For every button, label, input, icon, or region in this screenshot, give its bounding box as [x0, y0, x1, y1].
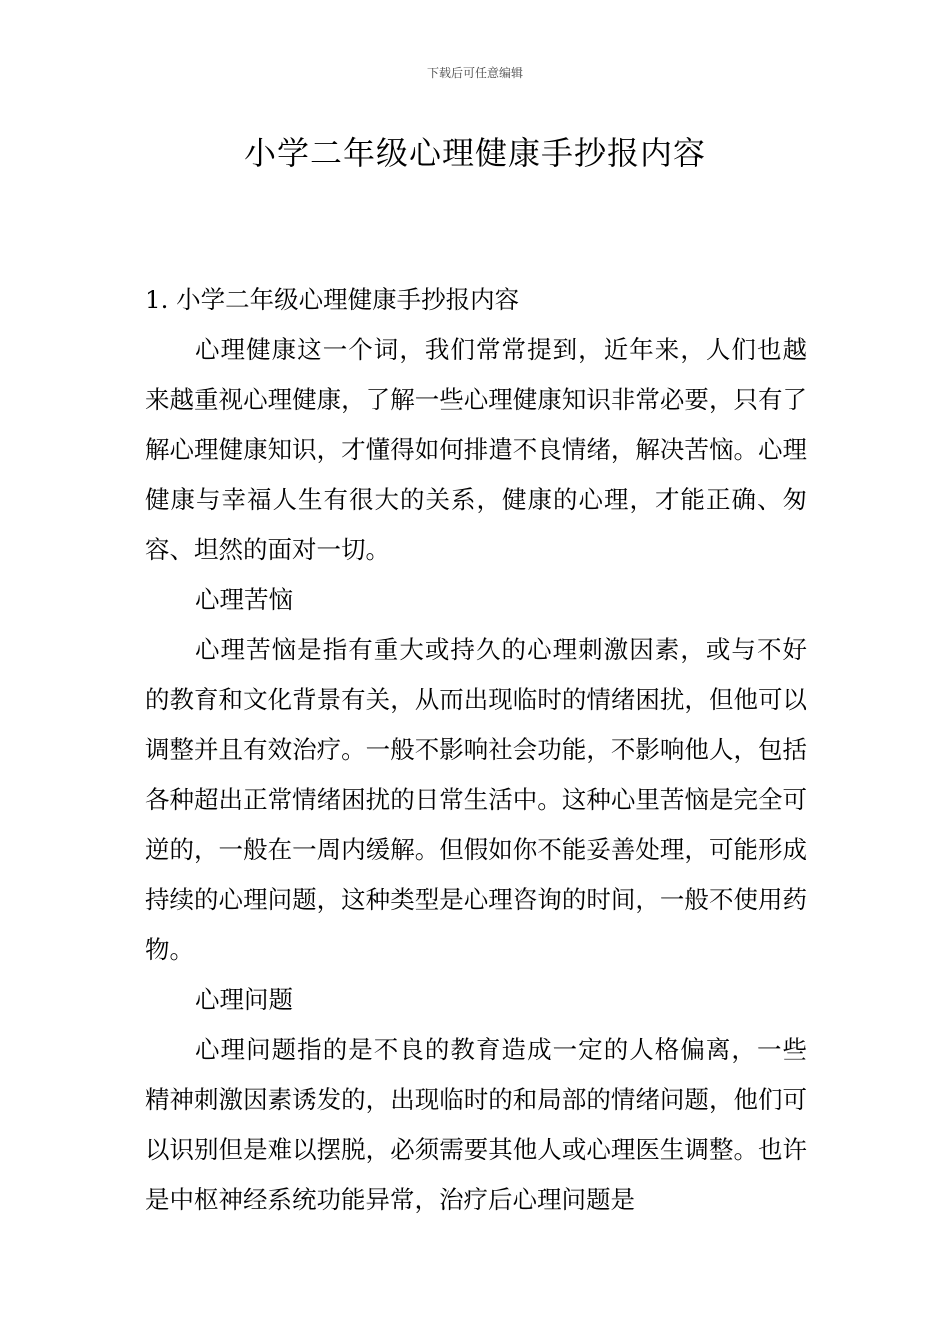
- subheading-psychological-distress: 心理苦恼: [195, 585, 293, 614]
- paragraph-psychological-distress: 心理苦恼是指有重大或持久的心理刺激因素，或与不好的教育和文化背景有关，从而出现临时的情绪困扰，但他可以调整并且有效治疗。一般不影响社会功能，不影响他人，包括各种超出正常情绪困扰的日常生活中。这种心里苦恼是完全可逆的，一般在一周内缓解。但假如你不能妥善处理，可能形成持续的心理问题，这种类型是心理咨询的时间，一般不使用药物。: [145, 635, 807, 964]
- paragraph-intro: 心理健康这一个词，我们常常提到，近年来，人们也越来越重视心理健康，了解一些心理健康知识非常必要，只有了解心理健康知识，才懂得如何排遣不良情绪，解决苦恼。心理健康与幸福人生有很大的关系，健康的心理，才能正确、匆容、坦然的面对一切。: [145, 335, 807, 564]
- document-title: 小学二年级心理健康手抄报内容: [243, 134, 706, 172]
- paragraph-psychological-problems: 心理问题指的是不良的教育造成一定的人格偏离，一些精神刺激因素诱发的，出现临时的和局部的情绪问题，他们可以识别但是难以摆脱，必须需要其他人或心理医生调整。也许是中枢神经系统功能异常，治疗后心理问题是: [145, 1035, 807, 1214]
- section-heading: 1. 小学二年级心理健康手抄报内容: [145, 285, 520, 314]
- document-body: [145, 275, 807, 1225]
- subheading-psychological-problems: 心理问题: [195, 985, 293, 1014]
- header-note: 下载后可任意编辑: [426, 66, 523, 80]
